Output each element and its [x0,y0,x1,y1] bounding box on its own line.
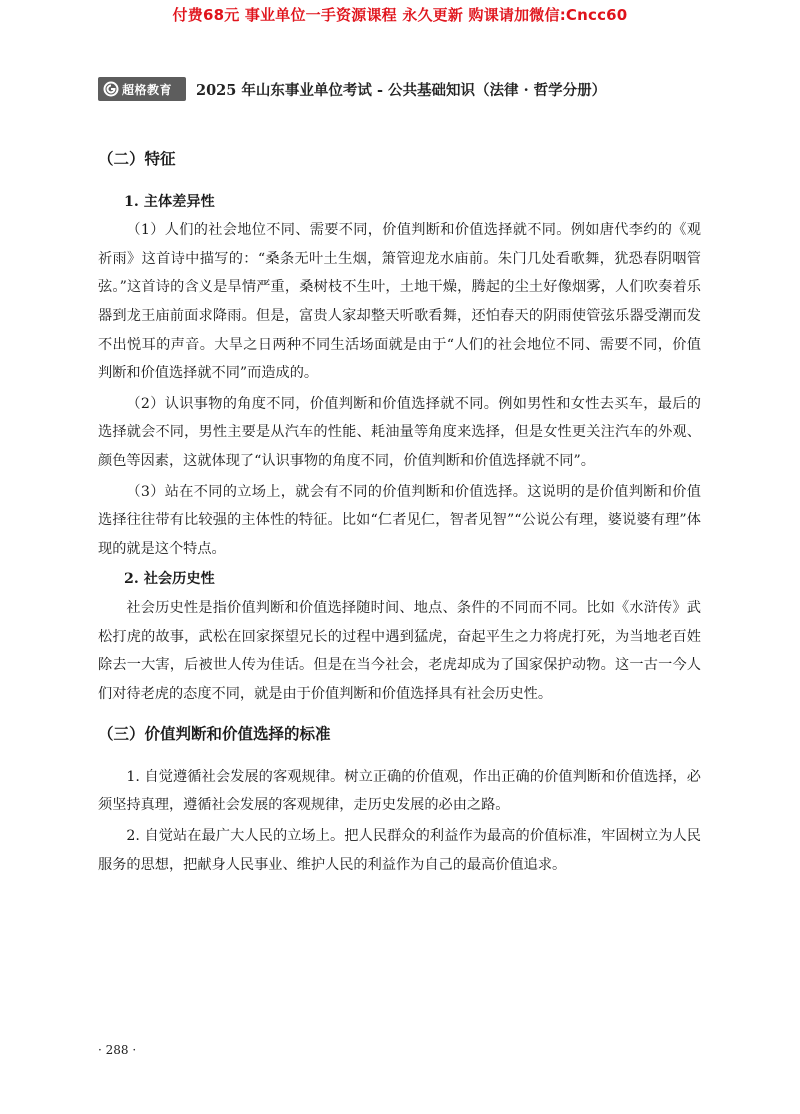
promo-banner: 付费68元 事业单位一手资源课程 永久更新 购课请加微信:Cncc60 [172,6,628,24]
subsection-heading-subjectivity: 1. 主体差异性 [124,193,215,210]
page-body [98,145,701,881]
section-heading-standards: （三）价值判断和价值选择的标准 [98,724,331,744]
section-heading-features: （二）特征 [98,149,176,168]
page-header [98,76,704,102]
publisher-logo [98,77,186,101]
paragraph: （3）站在不同的立场上，就会有不同的价值判断和价值选择。这说明的是价值判断和价值选择往往带有比较强的主体性的特征。比如“仁者见仁，智者见智”“公说公有理，婆说婆有理”体现的就是这个特点。 [98,483,701,557]
page-number: · 288 · [98,1043,137,1057]
paragraph: 1. 自觉遵循社会发展的客观规律。树立正确的价值观，作出正确的价值判断和价值选择，必须坚持真理，遵循社会发展的客观规律，走历史发展的必由之路。 [98,768,701,814]
paragraph: （1）人们的社会地位不同、需要不同，价值判断和价值选择就不同。例如唐代李约的《观祈雨》这首诗中描写的：“桑条无叶土生烟，箫管迎龙水庙前。朱门几处看歌舞，犹恐春阴咽管弦。”这首诗的含义是旱情严重，桑树枝不生叶，土地干燥，腾起的尘土好像烟雾，人们吹奏着乐器到龙王庙前面求降雨。但是，富贵人家却整天听歌看舞，还怕春天的阴雨使管弦乐器受潮而发不出悦耳的声音。大旱之日两种不同生活场面就是由于“人们的社会地位不同、需要不同，价值判断和价值选择就不同”而造成的。 [98,222,702,382]
subsection-heading-social-history: 2. 社会历史性 [124,571,215,588]
paragraph: 社会历史性是指价值判断和价值选择随时间、地点、条件的不同而不同。比如《水浒传》武松打虎的故事，武松在回家探望兄长的过程中遇到猛虎，奋起平生之力将虎打死，为当地老百姓除去一大害，后被世人传为佳话。但是在当今社会，老虎却成为了国家保护动物。这一古一今人们对待老虎的态度不同，就是由于价值判断和价值选择具有社会历史性。 [98,599,701,702]
paragraph: （2）认识事物的角度不同，价值判断和价值选择就不同。例如男性和女性去买车，最后的选择就会不同，男性主要是从汽车的性能、耗油量等角度来选择，但是女性更关注汽车的外观、颜色等因素，这就体现了“认识事物的角度不同，价值判断和价值选择就不同”。 [98,395,701,469]
logo-mark-icon [103,81,119,97]
book-title: 2025 年山东事业单位考试 - 公共基础知识（法律 · 哲学分册） [196,81,607,99]
logo-text: 超格教育 [122,82,173,97]
paragraph: 2. 自觉站在最广大人民的立场上。把人民群众的利益作为最高的价值标准，牢固树立为人民服务的思想，把献身人民事业、维护人民的利益作为自己的最高价值追求。 [98,828,701,873]
